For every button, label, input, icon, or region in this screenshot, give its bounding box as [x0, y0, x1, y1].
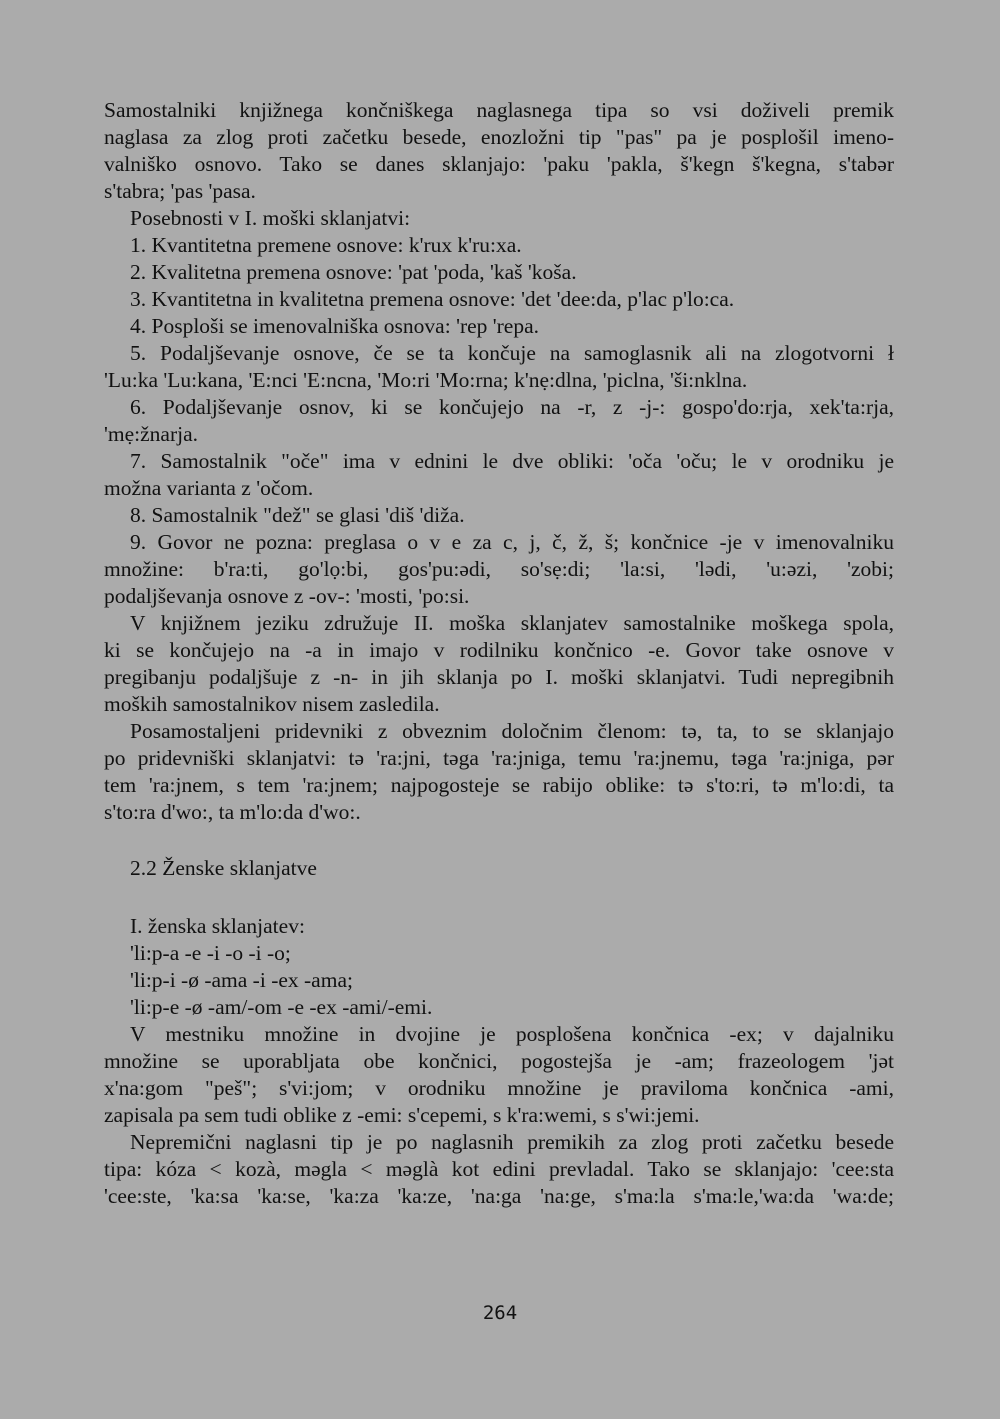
text-line: tipa: kóza < kozà, məgla < məglà kot edini prevladal. Tako se sklanjajo: 'cee:sta	[104, 1157, 894, 1181]
text-line: 5. Podaljševanje osnove, če se ta končuje na samoglasnik ali na zlogotvorni ł	[130, 341, 894, 365]
text-line: 'li:p-e -ø -am/-om -e -ex -ami/-emi.	[130, 995, 433, 1019]
text-line: 2. Kvalitetna premena osnove: 'pat 'poda, 'kaš 'koša.	[130, 260, 577, 284]
text-line: 7. Samostalnik "oče" ima v ednini le dve obliki: 'oča 'oču; le v orodniku je	[130, 449, 894, 473]
text-line: naglasa za zlog proti začetku besede, enozložni tip "pas" pa je posplošil imeno-	[104, 125, 894, 149]
text-line: 'li:p-a -e -i -o -i -o;	[130, 941, 291, 965]
text-line: tem 'ra:jnem, s tem 'ra:jnem; najpogosteje se rabijo oblike: tə s'to:ri, tə m'lo:di, ta	[104, 773, 894, 797]
text-line: I. ženska sklanjatev:	[130, 914, 305, 938]
text-line: 'li:p-i -ø -ama -i -ex -ama;	[130, 968, 353, 992]
text-line: Posebnosti v I. moški sklanjatvi:	[130, 206, 411, 230]
text-line: s'to:ra d'wo:, ta m'lo:da d'wo:.	[104, 800, 361, 824]
text-line: Posamostaljeni pridevniki z obveznim določnim členom: tə, ta, to se sklanjajo	[130, 719, 894, 743]
text-line: 3. Kvantitetna in kvalitetna premena osnove: 'det 'dee:da, p'lac p'lo:ca.	[130, 287, 735, 311]
text-line: 'mẹ:žnarja.	[104, 422, 198, 446]
text-line: 9. Govor ne pozna: preglasa o v e za c, j, č, ž, š; končnice -je v imenovalniku	[130, 530, 894, 554]
text-line: 8. Samostalnik "dež" se glasi 'diš 'diža.	[130, 503, 465, 527]
text-line: 6. Podaljševanje osnov, ki se končujejo na -r, z -j-: gospo'do:rja, xek'ta:rja,	[130, 395, 894, 419]
text-line: V knjižnem jeziku združuje II. moška sklanjatev samostalnike moškega spola,	[130, 611, 894, 635]
text-line: valniško osnovo. Tako se danes sklanjajo: 'paku 'pakla, š'kegn š'kegna, s'tabər	[104, 152, 894, 176]
text-line: ki se končujejo na -a in imajo v rodilniku končnico -e. Govor take osnove v	[104, 638, 894, 662]
text-line: 4. Posploši se imenovalniška osnova: 'rep 'repa.	[130, 314, 540, 338]
page-number: 264	[482, 1302, 518, 1324]
text-line: 1. Kvantitetna premene osnove: k'rux k'ru:xa.	[130, 233, 522, 257]
text-line: zapisala pa sem tudi oblike z -emi: s'cepemi, s k'ra:wemi, s s'wi:jemi.	[104, 1103, 700, 1127]
text-line: množine se uporabljata obe končnici, pogostejša je -am; frazeologem 'jət	[104, 1049, 894, 1073]
text-line: po pridevniški sklanjatvi: tə 'ra:jni, təga 'ra:jniga, temu 'ra:jnemu, təga 'ra:jniga, pər	[104, 746, 894, 770]
text-line: podaljševanja osnove z -ov-: 'mosti, 'po:si.	[104, 584, 470, 608]
text-line: pregibanju podaljšuje z -n- in jih sklanja po I. moški sklanjatvi. Tudi nepregibnih	[104, 665, 894, 689]
text-line: 'Lu:ka 'Lu:kana, 'E:nci 'E:ncna, 'Mo:ri 'Mo:rna; k'nẹ:dlna, 'piclna, 'ši:nklna.	[104, 368, 748, 392]
text-line: x'na:gom "peš"; s'vi:jom; v orodniku množine je praviloma končnica -ami,	[104, 1076, 894, 1100]
text-line: V mestniku množine in dvojine je posplošena končnica -ex; v dajalniku	[130, 1022, 894, 1046]
text-line: Samostalniki knjižnega končniškega naglasnega tipa so vsi doživeli premik	[104, 98, 894, 122]
text-line: moških samostalnikov nisem zasledila.	[104, 692, 440, 716]
text-line: 'cee:ste, 'ka:sa 'ka:se, 'ka:za 'ka:ze, 'na:ga 'na:ge, s'ma:la s'ma:le,'wa:da 'wa:de;	[104, 1184, 894, 1208]
text-line: množine: b'ra:ti, go'lọ:bi, gos'pu:ədi, so'sẹ:di; 'la:si, 'lədi, 'u:əzi, 'zobi;	[104, 557, 894, 581]
text-line: Nepremični naglasni tip je po naglasnih premikih za zlog proti začetku besede	[130, 1130, 894, 1154]
section-heading: 2.2 Ženske sklanjatve	[130, 856, 317, 880]
text-line: možna varianta z 'očom.	[104, 476, 314, 500]
text-line: s'tabra; 'pas 'pasa.	[104, 179, 256, 203]
